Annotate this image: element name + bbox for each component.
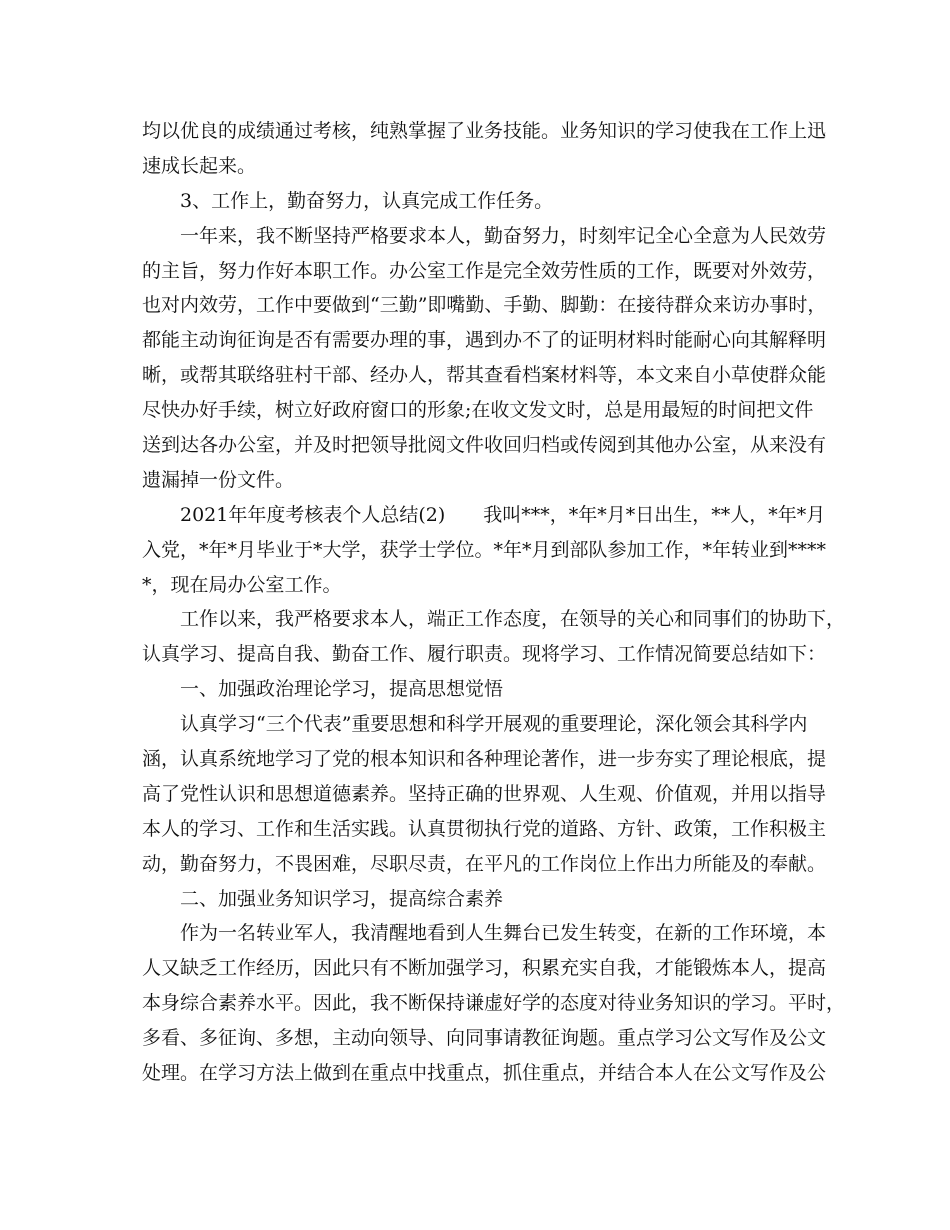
text-line: 晰，或帮其联络驻村干部、经办人，帮其查看档案材料等，本文来自小草使群众能 (142, 364, 827, 387)
text-line: *，现在局办公室工作。 (142, 573, 342, 596)
text-line: 3、工作上，勤奋努力，认真完成工作任务。 (180, 189, 554, 212)
text-line: 送到达各办公室，并及时把领导批阅文件收回归档或传阅到其他办公室，从来没有 (142, 434, 827, 457)
text-line: 都能主动询征询是否有需要办理的事，遇到办不了的证明材料时能耐心向其解释明 (142, 329, 827, 352)
text-line: 也对内效劳，工作中要做到“三勤”即嘴勤、手勤、脚勤：在接待群众来访办事时， (142, 294, 827, 317)
text-line: 人又缺乏工作经历，因此只有不断加强学习，积累充实自我，才能锻炼本人，提高 (142, 957, 827, 980)
text-line: 本人的学习、工作和生活实践。认真贯彻执行党的道路、方针、政策，工作积极主 (142, 817, 827, 840)
text-line: 动，勤奋努力，不畏困难，尽职尽责，在平凡的工作岗位上作出力所能及的奉献。 (142, 852, 827, 875)
text-line: 入党，*年*月毕业于*大学，获学士学位。*年*月到部队参加工作，*年转业到**** (142, 538, 827, 561)
text-line: 认真学习、提高自我、勤奋工作、履行职责。现将学习、工作情况简要总结如下： (142, 643, 827, 666)
text-line: 尽快办好手续，树立好政府窗口的形象;在收文发文时，总是用最短的时间把文件 (142, 399, 814, 422)
text-line: 作为一名转业军人，我清醒地看到人生舞台已发生转变，在新的工作环境，本 (180, 922, 827, 945)
text-line: 高了党性认识和思想道德素养。坚持正确的世界观、人生观、价值观，并用以指导 (142, 782, 827, 805)
text-line: 速成长起来。 (142, 154, 257, 177)
text-line: 均以优良的成绩通过考核，纯熟掌握了业务技能。业务知识的学习使我在工作上迅 (142, 120, 827, 142)
text-line: 一、加强政治理论学习，提高思想觉悟 (180, 678, 504, 701)
text-line: 的主旨，努力作好本职工作。办公室工作是完全效劳性质的工作，既要对外效劳， (142, 259, 827, 282)
text-line: 二、加强业务知识学习，提高综合素养 (180, 887, 504, 910)
text-line: 涵，认真系统地学习了党的根本知识和各种理论著作，进一步夯实了理论根底，提 (142, 748, 827, 771)
text-line: 遗漏掉一份文件。 (142, 468, 295, 491)
text-line: 本身综合素养水平。因此，我不断保持谦虚好学的态度对待业务知识的学习。平时， (142, 992, 846, 1015)
text-line: 多看、多征询、多想，主动向领导、向同事请教征询题。重点学习公文写作及公文 (142, 1027, 827, 1050)
text-line: 2021年年度考核表个人总结(2) 我叫***，*年*月*日出生，**人，*年*月 (180, 503, 826, 526)
text-line: 认真学习“三个代表”重要思想和科学开展观的重要理论，深化领会其科学内 (180, 713, 808, 736)
text-line: 一年来，我不断坚持严格要求本人，勤奋努力，时刻牢记全心全意为人民效劳 (180, 224, 827, 247)
text-line: 处理。在学习方法上做到在重点中找重点，抓住重点，并结合本人在公文写作及公 (142, 1062, 827, 1085)
text-line: 工作以来，我严格要求本人，端正工作态度，在领导的关心和同事们的协助下， (180, 608, 846, 631)
document-body (142, 114, 846, 1091)
